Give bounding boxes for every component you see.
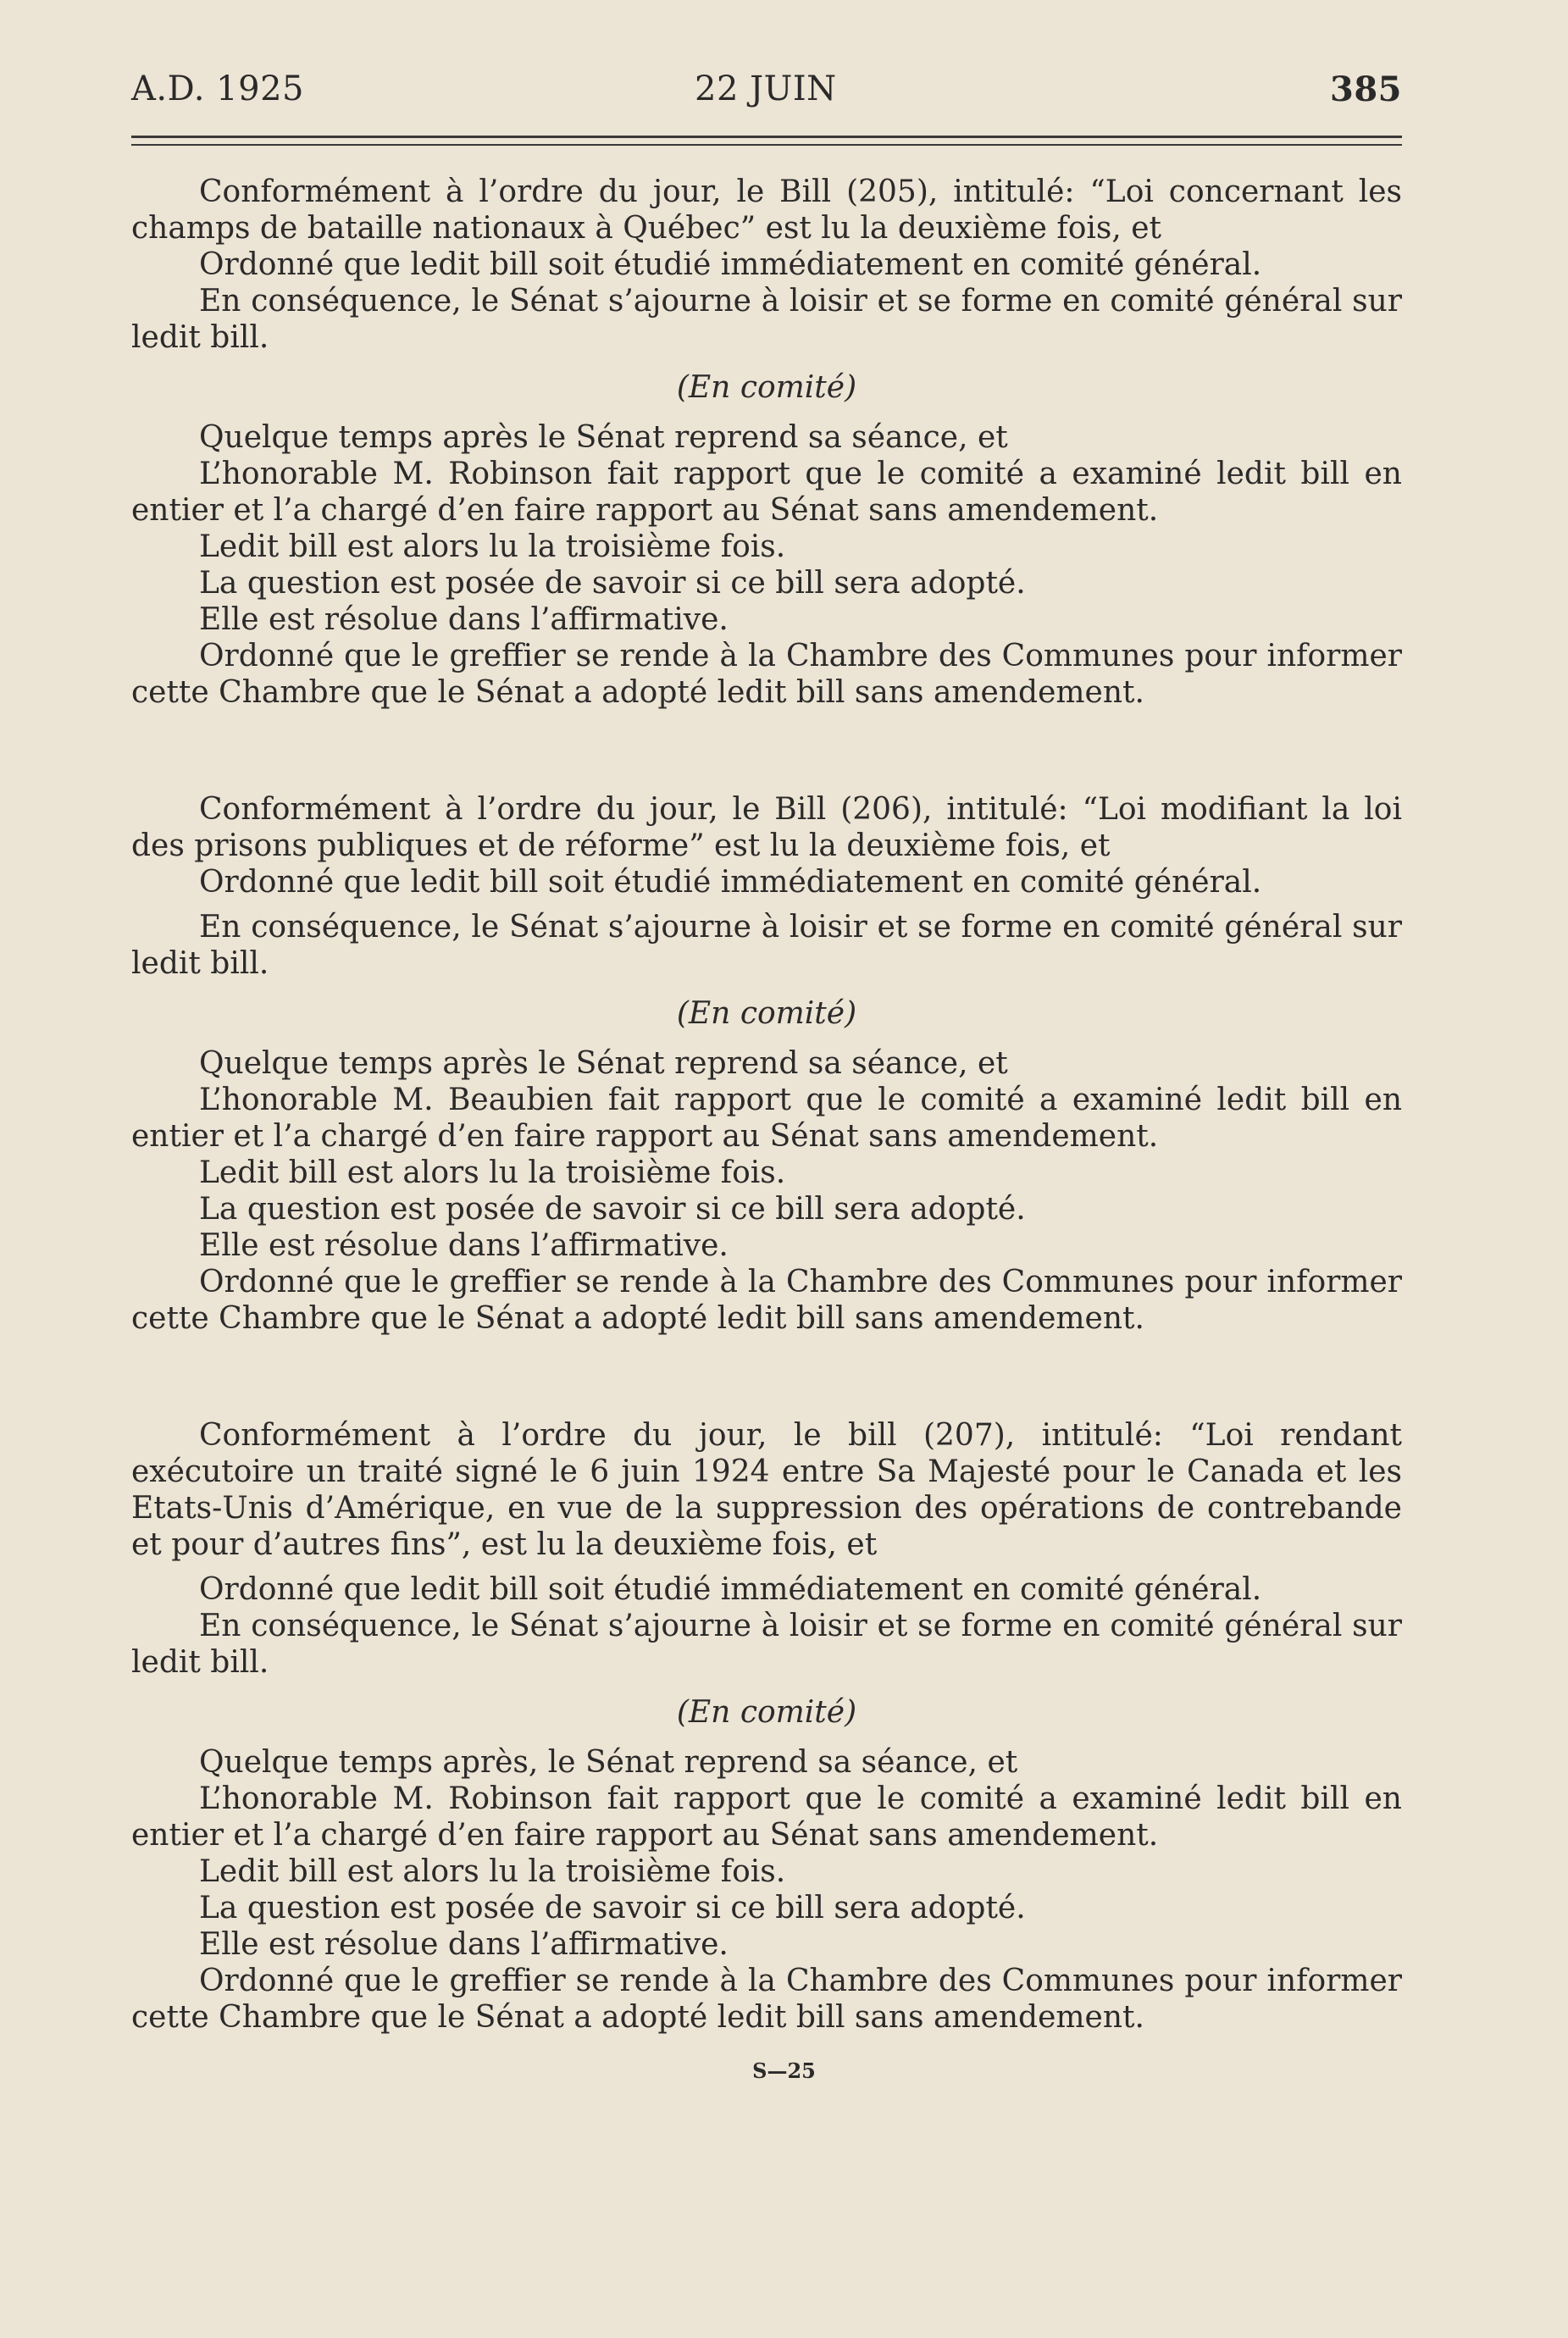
paragraph: Ordonné que ledit bill soit étudié immédiatement en comité général. [199, 1572, 1262, 1607]
paragraph: Ledit bill est alors lu la troisième fois. [199, 1155, 786, 1190]
paragraph: La question est posée de savoir si ce bill sera adopté. [199, 566, 1026, 601]
bill-item [131, 1417, 1402, 2036]
paragraph: La question est posée de savoir si ce bill sera adopté. [199, 1192, 1026, 1227]
paragraph: Conformément à l’ordre du jour, le Bill (205), intitulé: “Loi concernant les champs de bataille nationaux à Québec” est lu la deuxième fois, et [131, 175, 1402, 246]
committee-heading: (En comité) [676, 1695, 857, 1730]
paragraph: En conséquence, le Sénat s’ajourne à loisir et se forme en comité général sur ledit bill. [131, 284, 1402, 355]
signature-mark: S—25 [752, 2058, 816, 2083]
bill-item [131, 791, 1402, 1337]
bill-item [131, 174, 1402, 711]
running-head [131, 69, 1402, 120]
paragraph: Quelque temps après le Sénat reprend sa séance, et [199, 420, 1008, 455]
header-date: 22 JUIN [695, 69, 837, 108]
header-year: A.D. 1925 [131, 69, 304, 108]
paragraph: Ordonné que le greffier se rende à la Chambre des Communes pour informer cette Chambre que le Sénat a adopté ledit bill sans amendement. [131, 1265, 1402, 1336]
paragraph: Conformément à l’ordre du jour, le Bill (206), intitulé: “Loi modifiant la loi des prisons publiques et de réforme” est lu la deuxième fois, et [131, 792, 1402, 863]
paragraph: Elle est résolue dans l’affirmative. [199, 602, 729, 637]
paragraph: Ordonné que le greffier se rende à la Chambre des Communes pour informer cette Chambre que le Sénat a adopté ledit bill sans amendement. [131, 639, 1402, 710]
paragraph: L’honorable M. Beaubien fait rapport que le comité a examiné ledit bill en entier et l’a chargé d’en faire rapport au Sénat sans amendement. [131, 1083, 1402, 1154]
committee-heading: (En comité) [676, 370, 857, 405]
paragraph: Ordonné que ledit bill soit étudié immédiatement en comité général. [199, 247, 1262, 282]
paragraph: Ordonné que ledit bill soit étudié immédiatement en comité général. [199, 865, 1262, 900]
paragraph: Quelque temps après le Sénat reprend sa séance, et [199, 1046, 1008, 1081]
paragraph: Ordonné que le greffier se rende à la Chambre des Communes pour informer cette Chambre que le Sénat a adopté ledit bill sans amendement. [131, 1964, 1402, 2035]
paragraph: Quelque temps après, le Sénat reprend sa séance, et [199, 1745, 1018, 1780]
paragraph: Ledit bill est alors lu la troisième fois. [199, 529, 786, 564]
header-rule-top [131, 136, 1402, 138]
paragraph: Elle est résolue dans l’affirmative. [199, 1927, 729, 1962]
committee-heading: (En comité) [676, 996, 857, 1031]
paragraph: En conséquence, le Sénat s’ajourne à loisir et se forme en comité général sur ledit bill. [131, 1609, 1402, 1680]
paragraph: L’honorable M. Robinson fait rapport que le comité a examiné ledit bill en entier et l’a chargé d’en faire rapport au Sénat sans amendement. [131, 1781, 1402, 1853]
page-number: 385 [1330, 69, 1402, 109]
paragraph: En conséquence, le Sénat s’ajourne à loisir et se forme en comité général sur ledit bill. [131, 910, 1402, 981]
page-body [131, 174, 1402, 2036]
paragraph: Ledit bill est alors lu la troisième fois. [199, 1854, 786, 1889]
paragraph: Conformément à l’ordre du jour, le bill (207), intitulé: “Loi rendant exécutoire un traité signé le 6 juin 1924 entre Sa Majesté pour le Canada et les Etats-Unis d’Amérique, en vue de la suppression des opérations de contrebande et pour d’autres fins”, est lu la deuxième fois, et [131, 1418, 1402, 1562]
paragraph: La question est posée de savoir si ce bill sera adopté. [199, 1891, 1026, 1925]
paragraph: L’honorable M. Robinson fait rapport que le comité a examiné ledit bill en entier et l’a chargé d’en faire rapport au Sénat sans amendement. [131, 457, 1402, 528]
paragraph: Elle est résolue dans l’affirmative. [199, 1228, 729, 1263]
header-rule-bottom [131, 144, 1402, 146]
